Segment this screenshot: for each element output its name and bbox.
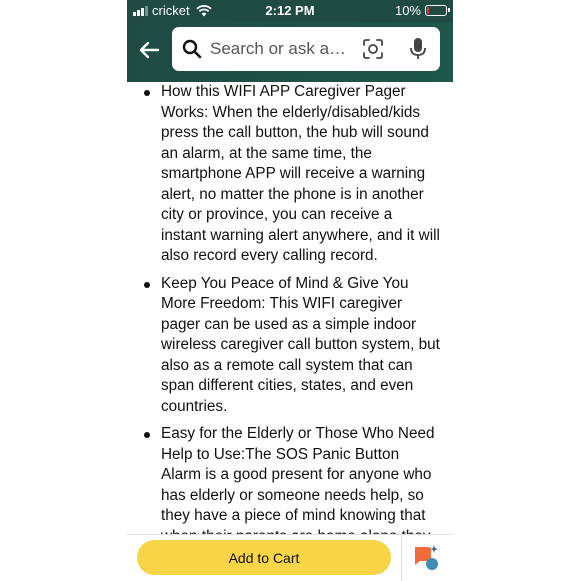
feature-bullet: Keep You Peace of Mind & Give You More Freedom: This WIFI caregiver pager can be used as a simple indoor wireless caregiver call button system, but also as a remote call system that can span different cities, states, and even countries. — [127, 274, 453, 418]
carrier-name: cricket — [152, 3, 190, 18]
battery-percent: 10% — [394, 3, 421, 18]
feature-bullet: How this WIFI APP Caregiver Pager Works: When the elderly/disabled/kids press the call button, the hub will sound an alarm, at the same time, the smartphone APP will receive a warning alert, no matter the phone is in another city or province, you can receive a instant warning alert anywhere, and it will also record every calling record. — [127, 82, 453, 267]
phone-screen — [127, 0, 453, 580]
microphone-icon[interactable] — [409, 37, 427, 61]
status-bar — [127, 0, 453, 22]
camera-scan-icon[interactable] — [362, 39, 384, 59]
add-to-cart-button[interactable]: Add to Cart — [137, 540, 391, 575]
assistant-button[interactable] — [401, 535, 453, 581]
search-bar[interactable] — [172, 27, 440, 71]
search-input[interactable]: Search or ask a… — [210, 39, 347, 58]
feature-bullet-list — [127, 82, 453, 547]
product-description — [127, 82, 453, 534]
status-time: 2:12 PM — [265, 3, 315, 18]
battery-fill — [427, 7, 429, 14]
search-header — [127, 22, 453, 82]
search-icon — [182, 39, 202, 59]
rufus-assistant-icon — [412, 544, 440, 572]
back-arrow-icon[interactable] — [137, 38, 161, 62]
bottom-action-bar — [127, 534, 453, 580]
status-right — [395, 3, 447, 18]
feature-bullet: Easy for the Elderly or Those Who Need Help to Use:The SOS Panic Button Alarm is a good present for anyone who has elderly or someone needs help, so they have a piece of mind knowing that — [127, 424, 453, 547]
battery-icon — [425, 5, 447, 16]
